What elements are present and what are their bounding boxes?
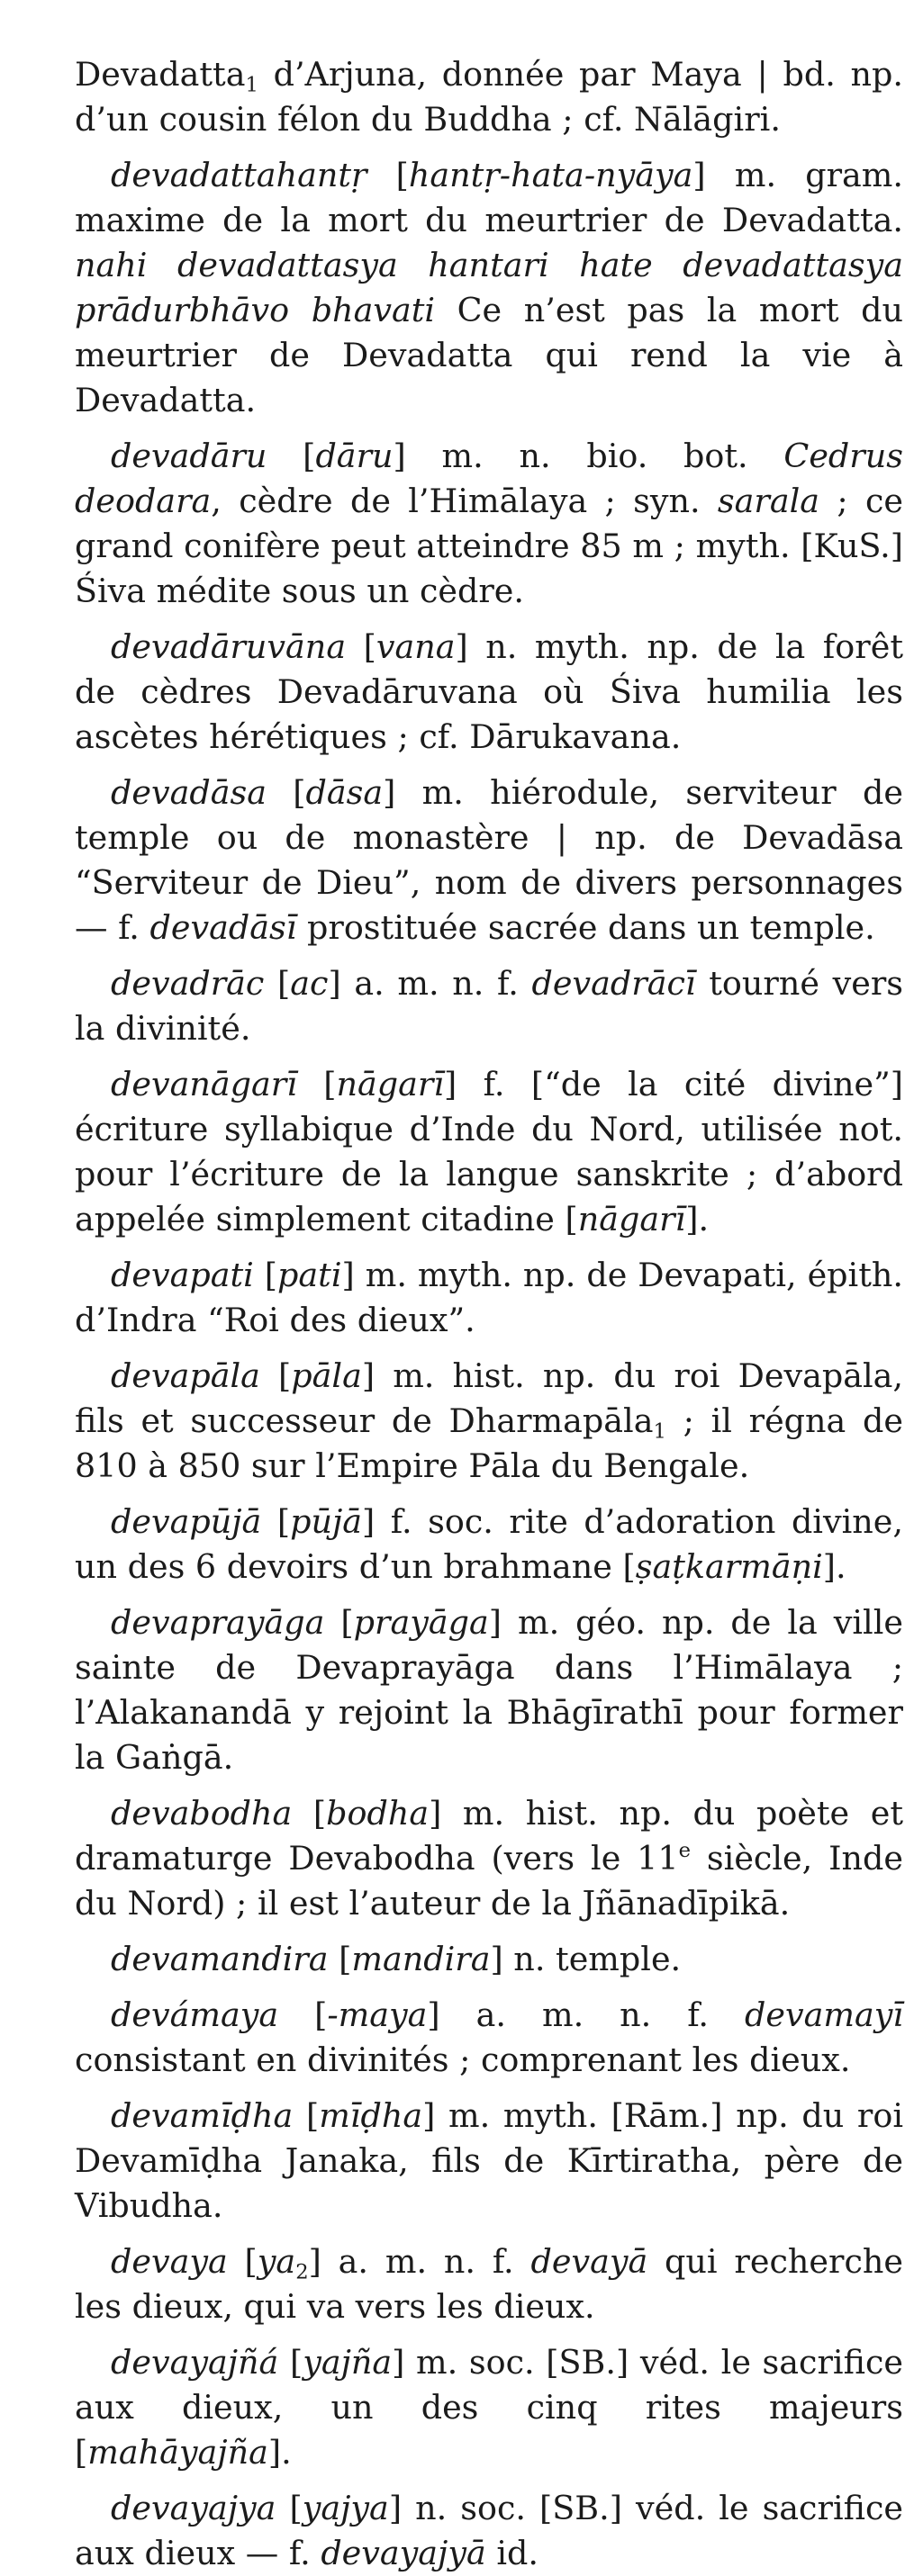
entry-text: id. <box>485 2534 538 2572</box>
headword: devanāgarī <box>111 1065 297 1103</box>
entry-text: [ <box>259 1356 292 1395</box>
entry-text: [ <box>266 773 306 812</box>
headword: devadāsa <box>111 773 267 812</box>
entry-text: ] m. gram. maxime de la mort du meurtrier de Devadatta. <box>75 156 904 239</box>
italic-text: sarala <box>717 482 820 520</box>
entry-text: ]. <box>822 1547 846 1586</box>
entry-text: [ <box>296 1065 337 1103</box>
italic-text: devayā <box>530 2242 648 2281</box>
dictionary-entry <box>75 1937 903 1982</box>
italic-text: ya <box>257 2242 296 2281</box>
entry-text: [ <box>328 1940 352 1978</box>
entry-list <box>75 52 903 2576</box>
entry-text: ] m. myth. np. de Devapati, épith. d’Indra “Roi des dieux”. <box>75 1256 904 1339</box>
italic-text: vana <box>376 627 456 666</box>
italic-text: -maya <box>327 1995 428 2034</box>
headword: devámaya <box>111 1995 279 2034</box>
headword: devamandira <box>111 1940 329 1978</box>
entry-text: ] f. soc. rite d’adoration divine, un des 6 devoirs d’un brahmane [ <box>75 1502 903 1586</box>
entry-text: [ <box>276 2489 303 2527</box>
italic-text: Cedrus deodara <box>75 437 903 520</box>
entry-text: ] a. m. n. f. <box>328 964 532 1003</box>
entry-text: [ <box>264 964 291 1003</box>
italic-text: dāru <box>315 437 394 475</box>
subscript-index: 2 <box>295 2260 309 2284</box>
italic-text: pati <box>277 1256 342 1294</box>
entry-text: Ce n’est pas la mort du meurtrier de Devadatta qui rend la vie à Devadatta. <box>75 291 903 419</box>
headword: devapūjā <box>111 1502 262 1541</box>
entry-text: ] f. [“de la cité divine”] écriture syllabique d’Inde du Nord, utilisée not. pour l’écriture de la langue sanskrite ; d’abord appelée simplement citadine [ <box>75 1065 903 1238</box>
entry-text: [ <box>278 2343 303 2382</box>
entry-text: ] a. m. n. f. <box>427 1995 745 2034</box>
entry-text: ] m. géo. np. de la ville sainte de Devaprayāga dans l’Himālaya ; l’Alakanandā y rejoint la Bhāgīrathī pour former la Gaṅgā. <box>75 1603 904 1777</box>
dictionary-entry <box>75 2239 903 2329</box>
entry-text: ] n. soc. [SB.] véd. le sacrifice aux dieux — f. <box>75 2489 904 2572</box>
entry-text: ]. <box>685 1200 710 1238</box>
entry-text: ] m. n. bio. bot. <box>393 437 784 475</box>
italic-text: pāla <box>291 1356 362 1395</box>
headword: devadāru <box>111 437 267 475</box>
entry-text: [ <box>267 437 316 475</box>
italic-text: devamayī <box>745 1995 904 2034</box>
dictionary-entry <box>75 1253 903 1343</box>
entry-text: [ <box>367 156 409 194</box>
italic-text: prayāga <box>353 1603 489 1642</box>
entry-text: prostituée sacrée dans un temple. <box>296 908 875 947</box>
entry-text: ; ce grand conifère peut atteindre 85 m ; myth. [KuS.] Śiva médite sous un cèdre. <box>75 482 903 610</box>
dictionary-entry <box>75 52 903 142</box>
entry-text: [ <box>261 1502 291 1541</box>
headword: devadāruvāna <box>111 627 347 666</box>
entry-text: ] m. hiérodule, serviteur de temple ou de monastère | np. de Devadāsa “Serviteur de Dieu”, nom de divers personnages — f. <box>75 773 903 947</box>
italic-text: devadrācī <box>531 964 696 1003</box>
headword: devadrāc <box>111 964 265 1003</box>
entry-text: tourné vers la divinité. <box>75 964 904 1048</box>
headword: devamīḍha <box>111 2096 294 2135</box>
entry-text: ] m. myth. [Rām.] np. du roi Devamīḍha Janaka, fils de Kīrtiratha, père de Vibudha. <box>75 2096 903 2225</box>
entry-text: [ <box>278 1995 328 2034</box>
headword: devayajñá <box>111 2343 279 2382</box>
superscript-suffix: e <box>678 1838 692 1862</box>
dictionary-entry <box>75 1600 903 1780</box>
headword: devapāla <box>111 1356 260 1395</box>
entry-text: d’Arjuna, donnée par Maya | bd. np. d’un cousin félon du Buddha ; cf. Nālāgiri. <box>75 55 903 139</box>
dictionary-entry <box>75 1993 903 2083</box>
entry-text: [ <box>293 2096 320 2135</box>
dictionary-entry <box>75 1500 903 1590</box>
entry-text: [ <box>227 2242 258 2281</box>
italic-text: ac <box>290 964 329 1003</box>
entry-text: ] n. temple. <box>490 1940 682 1978</box>
entry-text: ; il régna de 810 à 850 sur l’Empire Pāla du Bengale. <box>75 1401 903 1485</box>
headword: devadattahantṛ <box>111 156 367 194</box>
italic-text: yajña <box>303 2343 393 2382</box>
dictionary-entry <box>75 625 903 760</box>
italic-text: pūjā <box>290 1502 363 1541</box>
italic-text: bodha <box>326 1794 430 1833</box>
entry-text: qui recherche les dieux, qui va vers les dieux. <box>75 2242 904 2326</box>
headword: devapati <box>111 1256 254 1294</box>
dictionary-entry <box>75 2486 903 2576</box>
entry-text: ] m. hist. np. du poète et dramaturge Devabodha (vers le 11 <box>75 1794 903 1878</box>
italic-text: mahāyajña <box>87 2433 268 2472</box>
entry-text: consistant en divinités ; comprenant les dieux. <box>75 2040 851 2079</box>
entry-text: [ <box>292 1794 327 1833</box>
dictionary-entry <box>75 1354 903 1489</box>
italic-text: nahi devadattasya hantari hate devadattasya prādurbhāvo bhavati <box>75 246 903 329</box>
headword: devabodha <box>111 1794 293 1833</box>
entry-text: ]. <box>267 2433 292 2472</box>
italic-text: dāsa <box>305 773 384 812</box>
entry-text: ] n. myth. np. de la forêt de cèdres Devadāruvana où Śiva humilia les ascètes hérétiques ; cf. Dārukavana. <box>75 627 903 756</box>
subscript-index: 1 <box>245 73 258 97</box>
dictionary-entry <box>75 153 903 423</box>
italic-text: devadāsī <box>149 908 297 947</box>
entry-text: [ <box>253 1256 278 1294</box>
italic-text: mandira <box>351 1940 491 1978</box>
headword: devaprayāga <box>111 1603 325 1642</box>
entry-text: [ <box>346 627 376 666</box>
italic-text: hantṛ-hata-nyāya <box>408 156 693 194</box>
italic-text: nāgarī <box>577 1200 686 1238</box>
entry-text: [ <box>324 1603 354 1642</box>
entry-text: , cèdre de l’Himālaya ; syn. <box>211 482 718 520</box>
entry-text: ] m. soc. [SB.] véd. le sacrifice aux dieux, un des cinq rites majeurs [ <box>75 2343 903 2472</box>
entry-text: ] a. m. n. f. <box>308 2242 531 2281</box>
italic-text: devayajyā <box>321 2534 486 2572</box>
subscript-index: 1 <box>653 1419 666 1444</box>
dictionary-entry <box>75 770 903 950</box>
italic-text: nāgarī <box>336 1065 445 1103</box>
entry-text: Devadatta <box>75 55 246 94</box>
headword: devayajya <box>111 2489 276 2527</box>
dictionary-entry <box>75 2340 903 2475</box>
italic-text: yajya <box>302 2489 389 2527</box>
entry-text: siècle, Inde du Nord) ; il est l’auteur de la Jñānadīpikā. <box>75 1839 904 1923</box>
dictionary-entry <box>75 961 903 1051</box>
dictionary-entry <box>75 1791 903 1926</box>
italic-text: ṣaṭkarmāṇi <box>635 1547 823 1586</box>
italic-text: mīḍha <box>319 2096 423 2135</box>
entry-text: ] m. hist. np. du roi Devapāla, fils et successeur de Dharmapāla <box>75 1356 903 1440</box>
dictionary-entry <box>75 434 903 614</box>
headword: devaya <box>111 2242 228 2281</box>
dictionary-entry <box>75 1062 903 1242</box>
dictionary-entry <box>75 2094 903 2229</box>
